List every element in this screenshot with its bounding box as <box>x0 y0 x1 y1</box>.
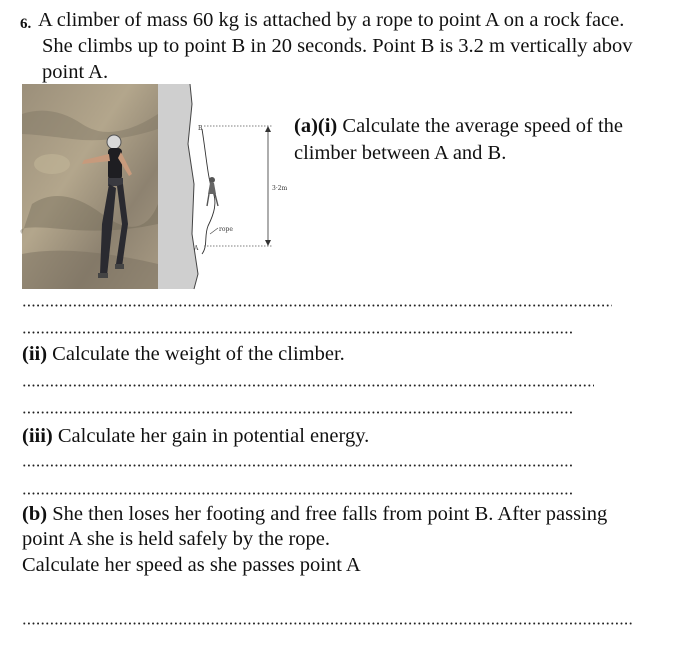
part-ii-text: Calculate the weight of the climber. <box>47 343 345 365</box>
part-a-i-line-2: climber between A and B. <box>294 142 507 164</box>
answer-line-a-i-2[interactable] <box>22 331 574 334</box>
answer-line-a-i-1[interactable] <box>22 304 612 307</box>
part-b-line-2: point A she is held safely by the rope. <box>22 528 331 550</box>
part-a-i-label: (a)(i) <box>294 115 338 137</box>
label-rope: rope <box>219 226 233 233</box>
cliff-diagram <box>158 84 288 289</box>
label-point-b: B <box>198 125 203 132</box>
answer-line-iii-1[interactable] <box>22 464 574 467</box>
part-a-i-line-1 <box>294 114 623 138</box>
label-height: 3·2m <box>272 185 288 192</box>
part-b-text-1: She then loses her footing and free falls from point B. After passing <box>47 503 608 525</box>
part-b-label: (b) <box>22 503 48 525</box>
part-ii-line <box>22 342 345 366</box>
answer-line-iii-2[interactable] <box>22 492 574 495</box>
answer-line-b-1[interactable] <box>22 622 634 625</box>
climber-photo <box>20 84 158 289</box>
part-ii-label: (ii) <box>22 343 48 365</box>
intro-line-1: A climber of mass 60 kg is attached by a rope to point A on a rock face. <box>38 9 625 31</box>
part-iii-line <box>22 424 369 448</box>
climber-figure <box>22 84 288 289</box>
label-point-a: A <box>194 245 199 252</box>
answer-line-ii-1[interactable] <box>22 384 594 387</box>
part-iii-label: (iii) <box>22 425 53 447</box>
part-b-line-1 <box>22 502 607 526</box>
intro-line-2: She climbs up to point B in 20 seconds. Point B is 3.2 m vertically abov <box>42 35 633 57</box>
part-iii-text: Calculate her gain in potential energy. <box>52 425 370 447</box>
intro-line-3: point A. <box>42 61 109 83</box>
question-number: 6. <box>20 16 32 32</box>
part-b-line-3: Calculate her speed as she passes point A <box>22 554 361 576</box>
part-a-i-text-1: Calculate the average speed of the <box>337 115 623 137</box>
answer-line-ii-2[interactable] <box>22 411 574 414</box>
